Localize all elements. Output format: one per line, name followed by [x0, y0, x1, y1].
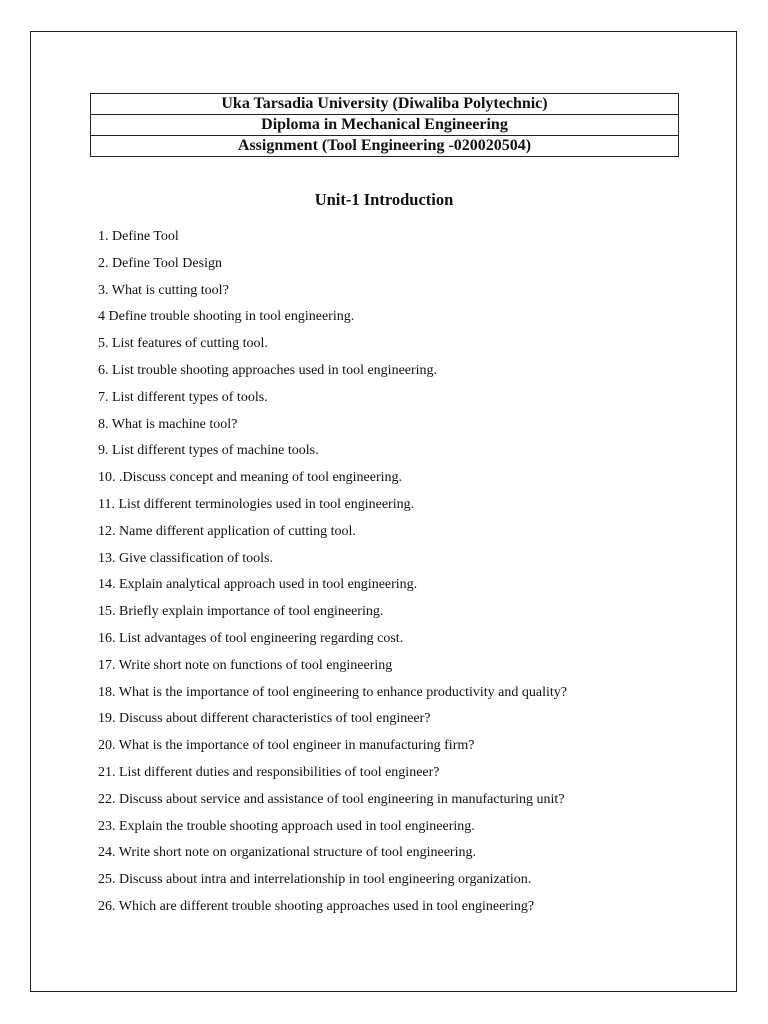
question-item: 5. List features of cutting tool.: [98, 336, 268, 352]
question-item: 9. List different types of machine tools.: [98, 443, 319, 459]
header-table: [90, 93, 679, 157]
question-item: 7. List different types of tools.: [98, 389, 268, 405]
question-item: 16. List advantages of tool engineering regarding cost.: [98, 630, 404, 646]
question-item: 23. Explain the trouble shooting approach used in tool engineering.: [98, 818, 475, 834]
question-item: 14. Explain analytical approach used in tool engineering.: [98, 577, 418, 593]
question-item: 22. Discuss about service and assistance of tool engineering in manufacturing unit?: [98, 791, 565, 807]
question-item: 4 Define trouble shooting in tool engineering.: [98, 309, 355, 325]
question-item: 13. Give classification of tools.: [98, 550, 273, 566]
question-item: 20. What is the importance of tool engineer in manufacturing firm?: [98, 738, 475, 754]
question-item: 12. Name different application of cutting tool.: [98, 523, 356, 539]
question-item: 10. .Discuss concept and meaning of tool engineering.: [98, 470, 403, 486]
question-item: 18. What is the importance of tool engineering to enhance productivity and quality?: [98, 684, 567, 700]
question-item: 2. Define Tool Design: [98, 255, 222, 271]
university-name: Uka Tarsadia University (Diwaliba Polytechnic): [91, 94, 679, 115]
question-item: 24. Write short note on organizational structure of tool engineering.: [98, 845, 476, 861]
question-item: 15. Briefly explain importance of tool engineering.: [98, 604, 384, 620]
question-item: 8. What is machine tool?: [98, 416, 238, 432]
question-item: 26. Which are different trouble shooting approaches used in tool engineering?: [98, 898, 535, 914]
question-item: 21. List different duties and responsibilities of tool engineer?: [98, 764, 440, 780]
program-name: Diploma in Mechanical Engineering: [91, 115, 679, 136]
question-item: 6. List trouble shooting approaches used in tool engineering.: [98, 362, 438, 378]
question-list: [98, 227, 567, 924]
question-item: 11. List different terminologies used in tool engineering.: [98, 496, 415, 512]
question-item: 1. Define Tool: [98, 229, 179, 244]
question-item: 19. Discuss about different characteristics of tool engineer?: [98, 711, 431, 727]
question-item: 3. What is cutting tool?: [98, 282, 229, 298]
assignment-title: Assignment (Tool Engineering -020020504): [91, 136, 679, 157]
unit-title: Unit-1 Introduction: [314, 190, 454, 209]
question-item: 25. Discuss about intra and interrelationship in tool engineering organization.: [98, 872, 532, 888]
question-item: 17. Write short note on functions of tool engineering: [98, 657, 393, 673]
